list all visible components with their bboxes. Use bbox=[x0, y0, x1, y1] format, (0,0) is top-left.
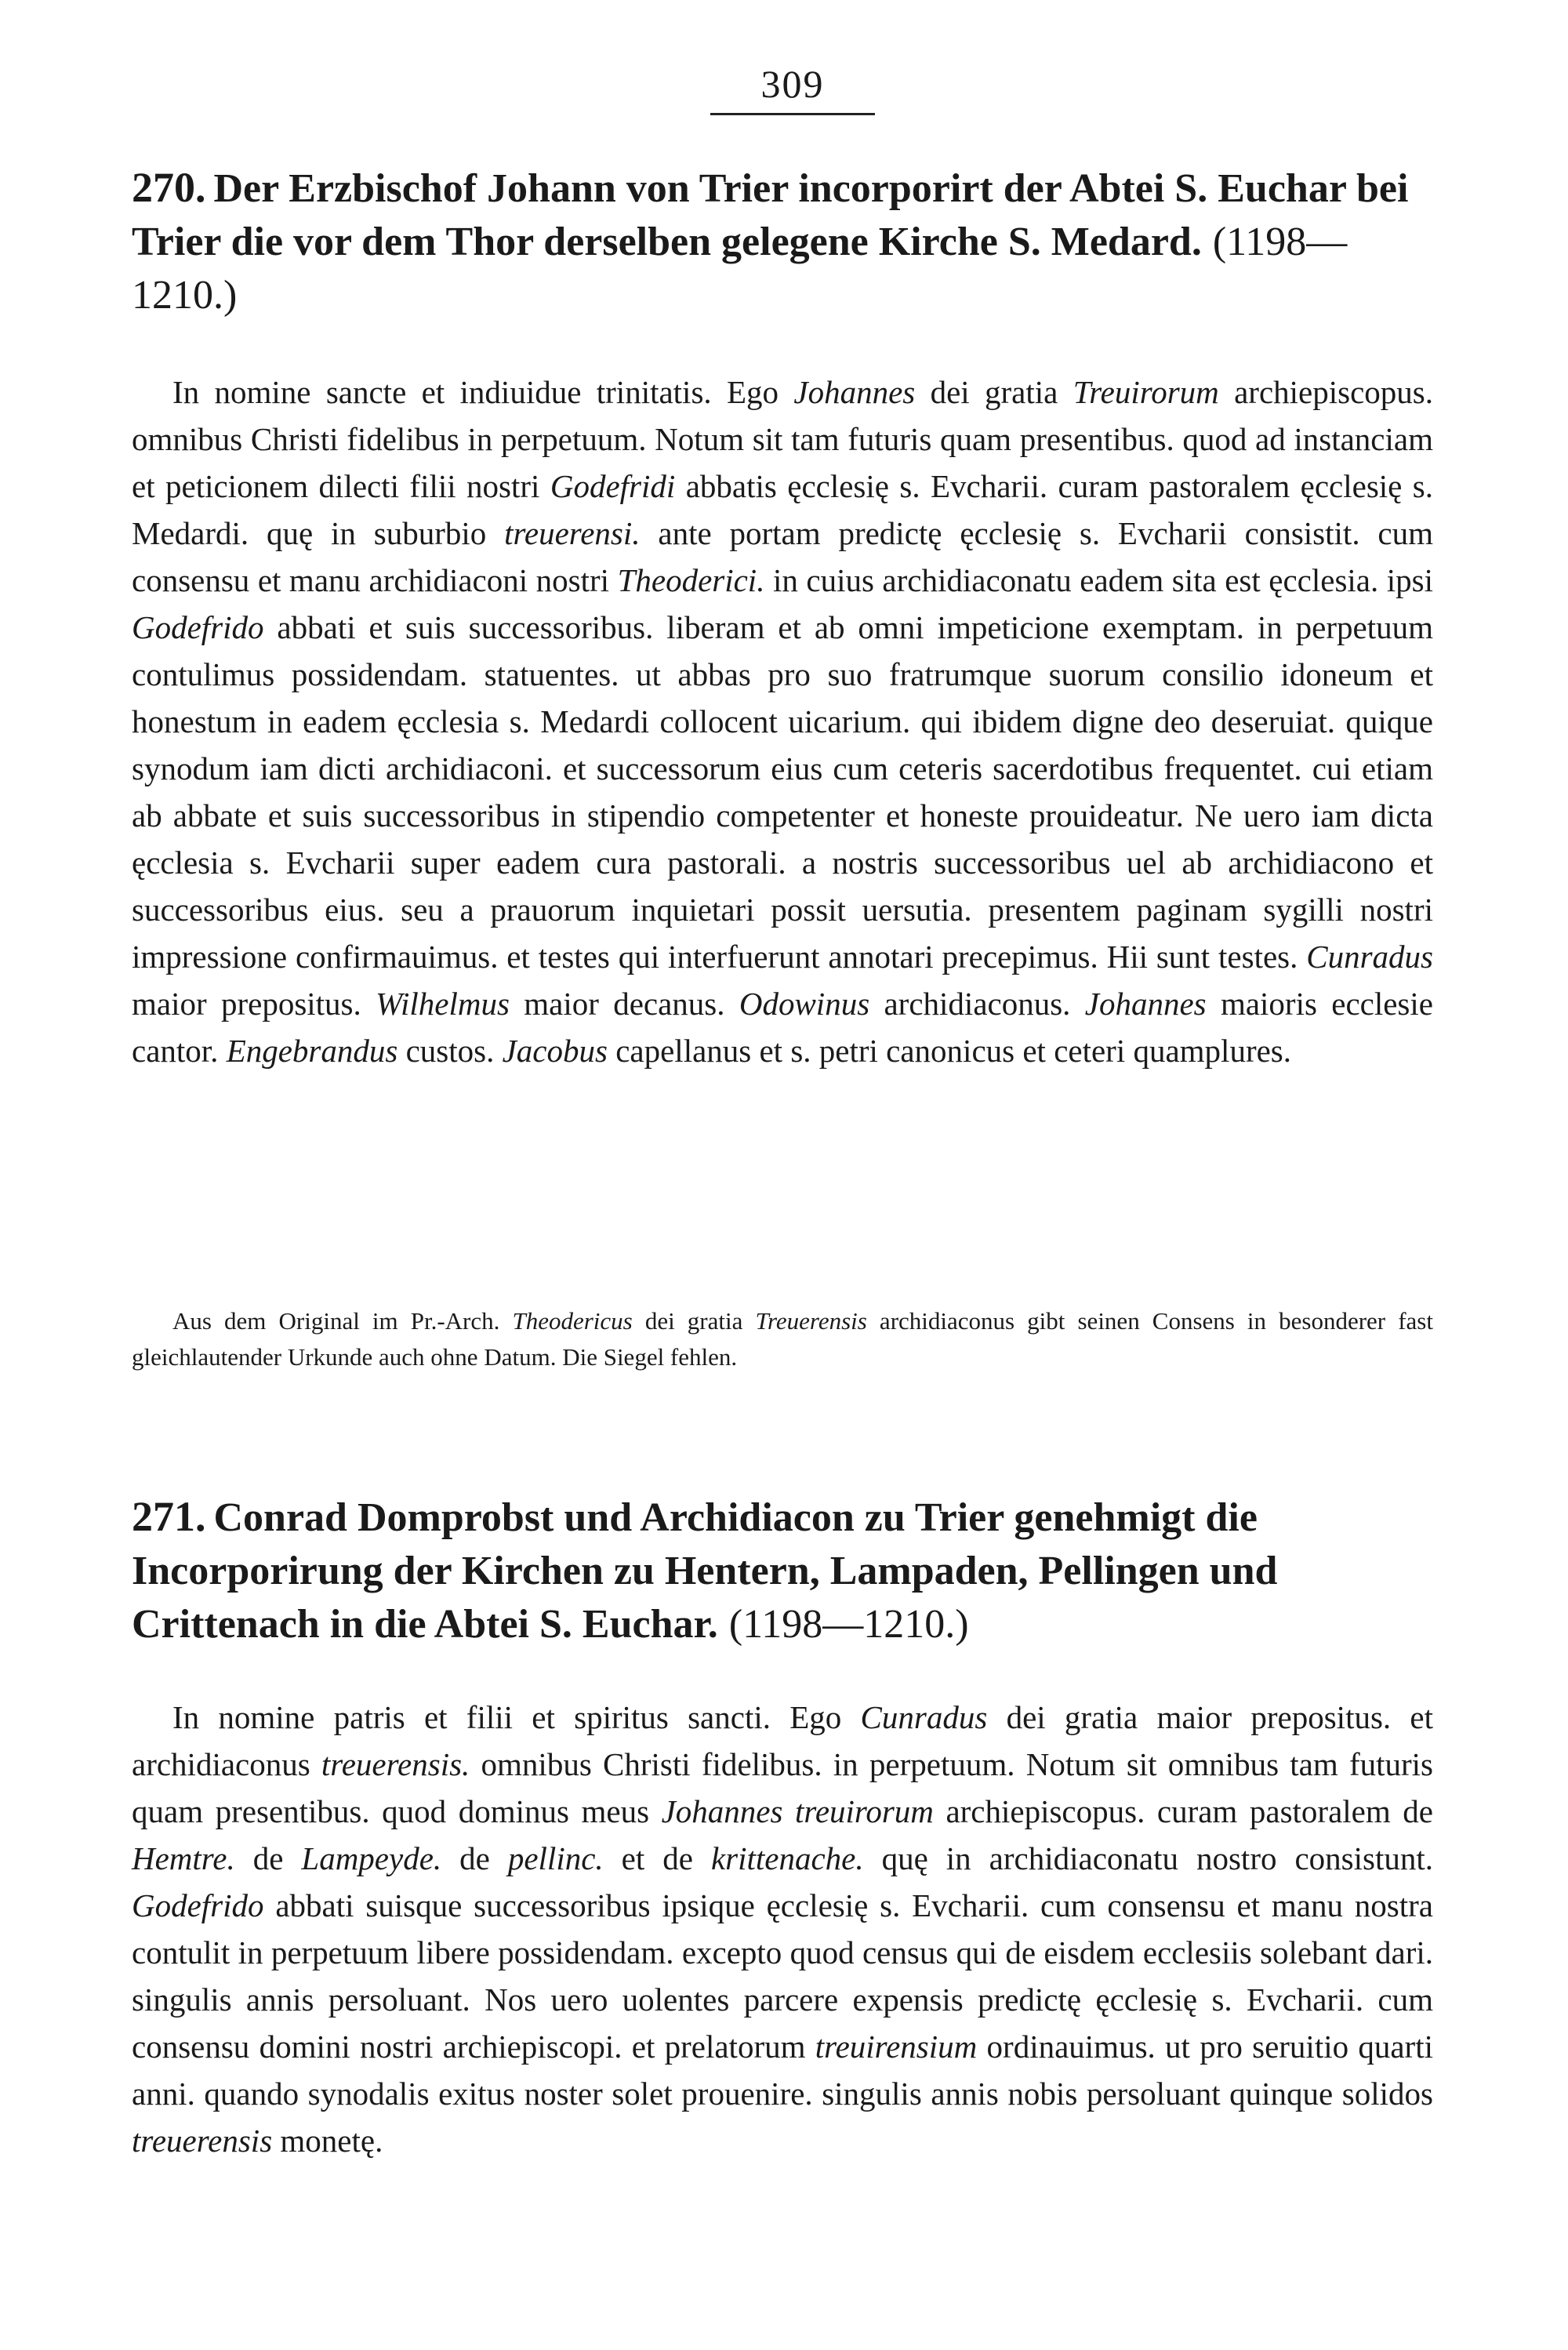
document-270-body-block bbox=[132, 369, 1433, 1074]
document-heading bbox=[132, 1490, 1433, 1651]
italic-name-run: treuerensi. bbox=[504, 515, 641, 551]
italic-name-run: Wilhelmus bbox=[376, 986, 510, 1022]
italic-name-run: Engebrandus bbox=[226, 1033, 398, 1069]
text-run: ordinauimus. ut pro seruitio quarti anni. quando synodalis exitus noster solet prouenire. singulis annis nobis persoluant quinque solidos bbox=[132, 2029, 1433, 2112]
text-run: maior decanus. bbox=[509, 986, 739, 1022]
text-run: monetę. bbox=[272, 2123, 383, 2159]
text-run: quę in archidiaconatu nostro consistunt. bbox=[863, 1840, 1434, 1876]
text-run: maioris ecclesie cantor. bbox=[132, 986, 1433, 1069]
text-run: custos. bbox=[397, 1033, 503, 1069]
document-date: (1198—1210.) bbox=[728, 1602, 969, 1647]
document-heading bbox=[132, 161, 1433, 322]
italic-name-run: Theoderici. bbox=[617, 562, 765, 598]
italic-name-run: Hemtre. bbox=[132, 1840, 235, 1876]
text-run: abbati et suis successoribus. liberam et ab omni impeticione exemptam. in perpetuum contulimus possidendam. statuentes. ut abbas pro suo fratrumque suorum consilio idoneum et honestum in eadem ęcclesia s. Medardi collocent uicarium. qui ibidem digne deo deseruiat. quique synodum iam dicti archidiaconi. et successorum eius cum ceteris sacerdotibus frequentet. cui etiam ab abbate et suis successoribus in stipendio competenter et honeste prouideatur. Ne uero iam dicta ęcclesia s. Evcharii super eadem cura pastorali. a nostris successoribus uel ab archidiacono et successoribus eius. seu a prauorum inquietari possit uersutia. presentem paginam sygilli nostri impressione confirmauimus. et testes qui interfuerunt annotari precepimus. Hii sunt testes. bbox=[132, 609, 1433, 975]
text-run: In nomine patris et filii et spiritus sancti. Ego bbox=[172, 1699, 861, 1735]
text-run: dei gratia bbox=[632, 1307, 756, 1335]
italic-name-run: Theodericus bbox=[512, 1307, 633, 1335]
document-date: (1198—1210.) bbox=[132, 220, 1348, 318]
italic-name-run: Johannes treuirorum bbox=[661, 1793, 934, 1829]
document-270 bbox=[132, 161, 1433, 322]
text-run: In nomine sancte et indiuidue trinitatis. Ego bbox=[172, 374, 794, 410]
document-number: 271. bbox=[132, 1493, 206, 1540]
italic-name-run: Johannes bbox=[793, 374, 916, 410]
italic-name-run: Godefrido bbox=[132, 1887, 264, 1923]
document-271 bbox=[132, 1490, 1433, 1651]
document-title: Der Erzbischof Johann von Trier incorporirt der Abtei S. Euchar bei Trier die vor dem Thor derselben gelegene Kirche S. Medard. bbox=[132, 166, 1409, 264]
italic-name-run: Godefrido bbox=[132, 609, 264, 645]
text-run: archidiaconus. bbox=[869, 986, 1085, 1022]
text-run: dei gratia maior prepositus. et archidiaconus bbox=[132, 1699, 1433, 1782]
text-run: Aus dem Original im Pr.-Arch. bbox=[172, 1307, 513, 1335]
page-number: 309 bbox=[710, 61, 875, 115]
italic-name-run: Cunradus bbox=[860, 1699, 988, 1735]
text-run: archiepiscopus. curam pastoralem de bbox=[933, 1793, 1433, 1829]
text-run: maior prepositus. bbox=[132, 986, 376, 1022]
document-number: 270. bbox=[132, 164, 206, 211]
text-run: dei gratia bbox=[915, 374, 1073, 410]
italic-name-run: Jacobus bbox=[502, 1033, 608, 1069]
italic-name-run: pellinc. bbox=[507, 1840, 604, 1876]
document-body bbox=[132, 1694, 1433, 2164]
italic-name-run: krittenache. bbox=[710, 1840, 864, 1876]
italic-name-run: Johannes bbox=[1084, 986, 1207, 1022]
italic-name-run: Cunradus bbox=[1306, 939, 1433, 975]
italic-name-run: treuirensium bbox=[815, 2029, 978, 2065]
italic-name-run: Treuerensis bbox=[755, 1307, 867, 1335]
document-271-body-block bbox=[132, 1694, 1433, 2164]
text-run: capellanus et s. petri canonicus et ceteri quamplures. bbox=[607, 1033, 1292, 1069]
text-run: abbati suisque successoribus ipsique ęcclesię s. Evcharii. cum consensu et manu nostra contulit in perpetuum libere possidendam. excepto quod census qui de eisdem ecclesiis solebant dari. singulis annis persoluant. Nos uero uolentes parcere expensis predictę ęcclesię s. Evcharii. cum consensu domini nostri archiepiscopi. et prelatorum bbox=[132, 1887, 1433, 2065]
italic-name-run: Godefridi bbox=[550, 468, 676, 504]
italic-name-run: Lampeyde. bbox=[301, 1840, 442, 1876]
text-run: archidiaconus gibt seinen Consens in besonderer fast gleichlautender Urkunde auch ohne Datum. Die Siegel fehlen. bbox=[132, 1307, 1433, 1371]
italic-name-run: Treuirorum bbox=[1073, 374, 1219, 410]
text-run: in cuius archidiaconatu eadem sita est ęcclesia. ipsi bbox=[764, 562, 1433, 598]
document-note bbox=[132, 1303, 1433, 1375]
document-title: Conrad Domprobst und Archidiacon zu Trier genehmigt die Incorporirung der Kirchen zu Hentern, Lampaden, Pellingen und Crittenach in die Abtei S. Euchar. bbox=[132, 1495, 1278, 1647]
text-run: et de bbox=[603, 1840, 711, 1876]
document-270-note-block bbox=[132, 1303, 1433, 1375]
text-run: ante portam predictę ęcclesię s. Evcharii consistit. cum consensu et manu archidiaconi nostri bbox=[132, 515, 1433, 598]
italic-name-run: Odowinus bbox=[739, 986, 870, 1022]
text-run: de bbox=[441, 1840, 508, 1876]
document-body bbox=[132, 369, 1433, 1074]
italic-name-run: treuerensis. bbox=[321, 1746, 470, 1782]
text-run: abbatis ęcclesię s. Evcharii. curam pastoralem ęcclesię s. Medardi. quę in suburbio bbox=[132, 468, 1433, 551]
text-run: de bbox=[234, 1840, 302, 1876]
text-run: omnibus Christi fidelibus. in perpetuum. Notum sit omnibus tam futuris quam presentibus. quod dominus meus bbox=[132, 1746, 1433, 1829]
text-run: archiepiscopus. omnibus Christi fidelibus in perpetuum. Notum sit tam futuris quam presentibus. quod ad instanciam et peticionem dilecti filii nostri bbox=[132, 374, 1433, 504]
italic-name-run: treuerensis bbox=[132, 2123, 273, 2159]
